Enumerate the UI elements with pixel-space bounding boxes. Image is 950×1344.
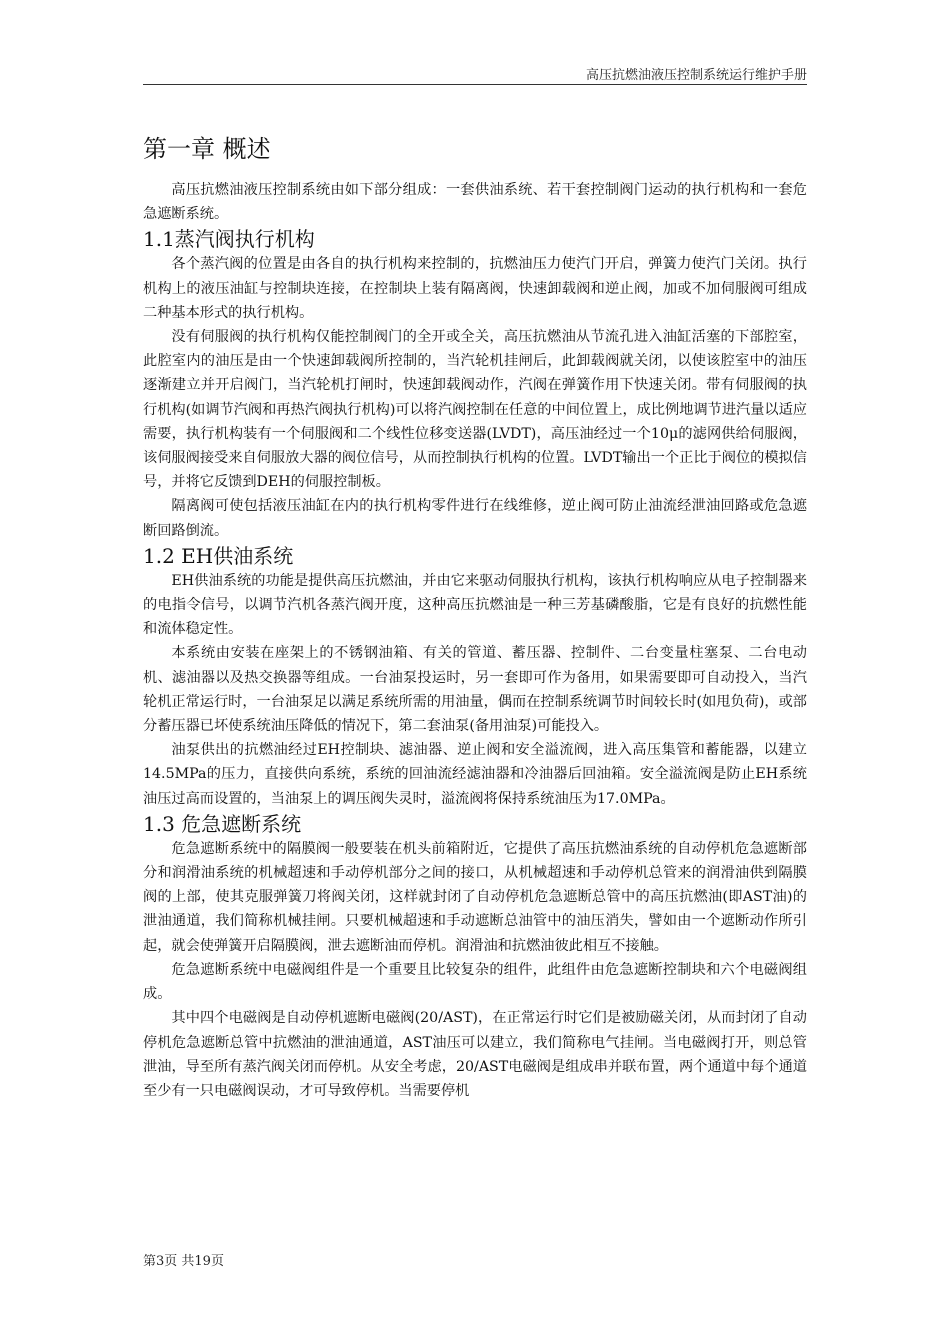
section-1-3-paragraph: 危急遮断系统中电磁阀组件是一个重要且比较复杂的组件，此组件由危急遮断控制块和六个电磁阀组成。 xyxy=(143,961,807,1003)
section-title-1-2: 1.2 EH供油系统 xyxy=(143,543,294,568)
chapter-title: 第一章 概述 xyxy=(143,135,271,163)
section-1-3-paragraph: 危急遮断系统中的隔膜阀一般要装在机头前箱附近，它提供了高压抗燃油系统的自动停机危急遮断部分和润滑油系统的机械超速和手动停机部分之间的接口，从机械超速和手动停机总管来的润滑油供到隔膜阀的上部，使其克服弹簧刀将阀关闭，这样就封闭了自动停机危急遮断总管中的高压抗燃油(即AST油)的泄油通道，我们简称机械挂闸。只要机械超速和手动遮断总油管中的油压消失，譬如由一个遮断动作所引起，就会使弹簧开启隔膜阀，泄去遮断油而停机。润滑油和抗燃油彼此相互不接触。 xyxy=(143,840,807,954)
section-1-3-paragraph: 其中四个电磁阀是自动停机遮断电磁阀(20/AST)，在正常运行时它们是被励磁关闭，从而封闭了自动停机危急遮断总管中抗燃油的泄油通道，AST油压可以建立，我们简称电气挂闸。当电磁阀打开，则总管泄油，导至所有蒸汽阀关闭而停机。从安全考虑，20/AST电磁阀是组成串并联布置，两个通道中每个通道至少有一只电磁阀误动，才可导致停机。当需要停机 xyxy=(143,1010,807,1099)
section-1-1-paragraph: 各个蒸汽阀的位置是由各自的执行机构来控制的，抗燃油压力使汽门开启，弹簧力使汽门关闭。执行机构上的液压油缸与控制块连接，在控制块上装有隔离阀，快速卸载阀和逆止阀，加或不加伺服阀可组成二种基本形式的执行机构。 xyxy=(143,256,807,321)
section-1-2-paragraph: 油泵供出的抗燃油经过EH控制块、滤油器、逆止阀和安全溢流阀，进入高压集管和蓄能器，以建立14.5MPa的压力，直接供向系统，系统的回油流经滤油器和冷油器后回油箱。安全溢流阀是防止EH系统油压过高而设置的，当油泵上的调压阀失灵时，溢流阀将保持系统油压为17.0MPa。 xyxy=(143,742,807,807)
section-1-2-paragraph: 本系统由安装在座架上的不锈钢油箱、有关的管道、蓄压器、控制件、二台变量柱塞泵、二台电动机、滤油器以及热交换器等组成。一台油泵投运时，另一套即可作为备用，如果需要即可自动投入，当汽轮机正常运行时，一台油泵足以满足系统所需的用油量，偶而在控制系统调节时间较长时(如甩负荷)，或部分蓄压器已坏使系统油压降低的情况下，第二套油泵(备用油泵)可能投入。 xyxy=(143,645,807,735)
section-1-1-paragraph: 没有伺服阀的执行机构仅能控制阀门的全开或全关，高压抗燃油从节流孔进入油缸活塞的下部腔室，此腔室内的油压是由一个快速卸载阀所控制的，当汽轮机挂闸后，此卸载阀就关闭，以使该腔室中的油压逐渐建立并开启阀门，当汽轮机打闸时，快速卸载阀动作，汽阀在弹簧作用下快速关闭。带有伺服阀的执行机构(如调节汽阀和再热汽阀执行机构)可以将汽阀控制在任意的中间位置上，成比例地调节进汽量以适应需要，执行机构装有一个伺服阀和二个线性位移变送器(LVDT)，高压油经过一个10μ的滤网供给伺服阀，该伺服阀接受来自伺服放大器的阀位信号，从而控制执行机构的位置。LVDT输出一个正比于阀位的模拟信号，并将它反馈到DEH的伺服控制板。 xyxy=(143,329,807,491)
section-1-2-paragraph: EH供油系统的功能是提供高压抗燃油，并由它来驱动伺服执行机构，该执行机构响应从电子控制器来的电指令信号，以调节汽机各蒸汽阀开度，这种高压抗燃油是一种三芳基磷酸脂，它是有良好的抗燃性能和流体稳定性。 xyxy=(143,572,807,638)
section-1-1-paragraph: 隔离阀可使包括液压油缸在内的执行机构零件进行在线维修，逆止阀可防止油流经泄油回路或危急遮断回路倒流。 xyxy=(143,498,807,539)
section-title-1-3: 1.3 危急遮断系统 xyxy=(143,811,302,836)
intro-paragraph: 高压抗燃油液压控制系统由如下部分组成：一套供油系统、若干套控制阀门运动的执行机构和一套危急遮断系统。 xyxy=(143,182,807,223)
page-body xyxy=(143,130,807,1103)
section-title-1-1: 1.1蒸汽阀执行机构 xyxy=(143,227,315,252)
running-header: 高压抗燃油液压控制系统运行维护手册 xyxy=(585,68,807,83)
page-number: 第3页 共19页 xyxy=(143,1254,224,1269)
header-divider xyxy=(143,84,807,85)
